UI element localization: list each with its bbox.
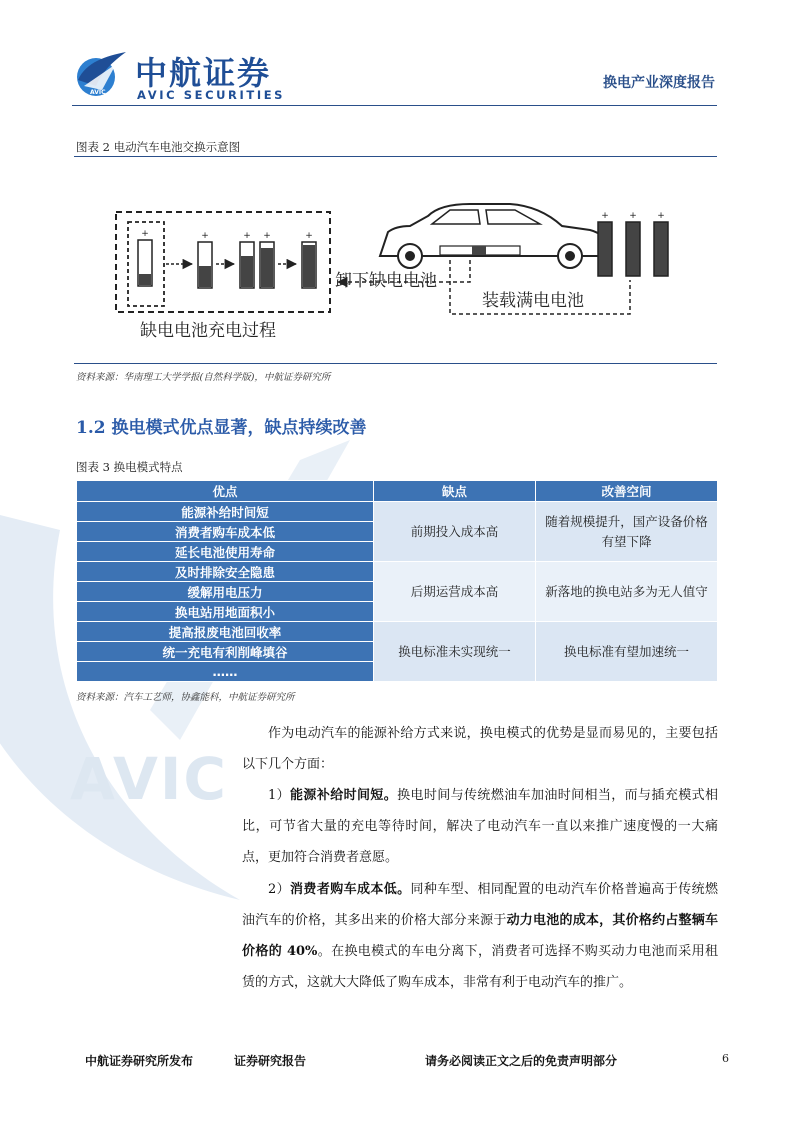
logo-badge-text: AVIC <box>90 89 106 96</box>
brand-name: 中航证券 <box>135 54 272 92</box>
advantage-cell: 消费者购车成本低 <box>77 522 374 542</box>
footer-publisher: 中航证券研究所发布 <box>85 1054 194 1068</box>
table-header-row <box>77 481 718 502</box>
point1-number: 1） <box>268 788 291 803</box>
point2-text-1: 同种车型、相同配置的电动汽车价格普遍高于传统燃油汽车的价格，其多出来的价格大部分来源于 <box>242 882 718 928</box>
disadvantage-cell: 换电标准未实现统一 <box>374 622 536 682</box>
point1-text: 换电时间与传统燃油车加油时间相当，而与插充模式相比，可节省大量的充电等待时间，解决了电动汽车一直以来推广速度慢的一大痛点，更加符合消费者意愿。 <box>242 788 718 865</box>
body-point1 <box>242 780 718 873</box>
improvement-cell: 新落地的换电站多为无人值守 <box>536 562 718 622</box>
body-intro: 作为电动汽车的能源补给方式来说，换电模式的优势是显而易见的，主要包括以下几个方面： <box>242 726 718 772</box>
advantage-cell: 及时排除安全隐患 <box>77 562 374 582</box>
advantage-cell: 统一充电有利削峰填谷 <box>77 642 374 662</box>
svg-text:+: + <box>201 231 209 241</box>
table-row <box>77 622 718 642</box>
col-header-improvement: 改善空间 <box>536 481 718 502</box>
svg-text:+: + <box>243 231 251 241</box>
label-load: 装载满电电池 <box>482 291 584 311</box>
col-header-advantages: 优点 <box>77 481 374 502</box>
avic-logo-icon <box>72 50 128 100</box>
footer-disclaimer: 请务必阅读正文之后的免责声明部分 <box>425 1054 618 1068</box>
point2-text-2: 。在换电模式的车电分离下，消费者可选择不购买动力电池而采用租赁的方式，这就大大降低了购车成本，非常有利于电动汽车的推广。 <box>242 944 718 990</box>
point2-title: 消费者购车成本低。 <box>290 882 411 897</box>
svg-text:+: + <box>657 211 665 221</box>
figure2-source: 资料来源：华南理工大学学报(自然科学版)，中航证券研究所 <box>76 372 331 383</box>
svg-text:+: + <box>629 211 637 221</box>
col-header-disadvantages: 缺点 <box>374 481 536 502</box>
point2-number: 2） <box>268 882 291 897</box>
brand-name-en: AVIC SECURITIES <box>137 88 286 102</box>
svg-text:+: + <box>601 211 609 221</box>
figure3-source: 资料来源：汽车工艺师，协鑫能科，中航证券研究所 <box>76 692 295 703</box>
point1-title: 能源补给时间短。 <box>290 788 398 803</box>
figure2-caption: 图表 2 电动汽车电池交换示意图 <box>76 140 241 154</box>
section-heading: 1.2 换电模式优点显著，缺点持续改善 <box>76 418 367 438</box>
advantage-cell: 能源补给时间短 <box>77 502 374 522</box>
advantage-cell: 提高报废电池回收率 <box>77 622 374 642</box>
figure2-bottom-rule <box>74 363 717 364</box>
features-table <box>76 480 718 682</box>
label-unload: 卸下缺电电池 <box>335 271 437 291</box>
report-title: 换电产业深度报告 <box>603 75 715 91</box>
label-charge-process: 缺电电池充电过程 <box>140 321 276 341</box>
disadvantage-cell: 后期运营成本高 <box>374 562 536 622</box>
footer-report-type: 证券研究报告 <box>234 1054 307 1068</box>
table-row <box>77 562 718 582</box>
table-row <box>77 502 718 522</box>
point2-bold: 动力电池的成本，其价格约占整辆车价格的 40% <box>242 913 718 959</box>
svg-text:+: + <box>305 231 313 241</box>
advantage-cell: 延长电池使用寿命 <box>77 542 374 562</box>
improvement-cell: 换电标准有望加速统一 <box>536 622 718 682</box>
advantage-cell: 缓解用电压力 <box>77 582 374 602</box>
plus-sign: + <box>141 229 149 239</box>
improvement-cell: 随着规模提升，国产设备价格有望下降 <box>536 502 718 562</box>
advantage-cell: 换电站用地面积小 <box>77 602 374 622</box>
body-point2 <box>242 874 718 998</box>
advantage-cell: …… <box>77 662 374 682</box>
figure2-top-rule <box>74 156 717 157</box>
svg-text:+: + <box>263 231 271 241</box>
header-divider <box>72 105 717 106</box>
figure3-caption: 图表 3 换电模式特点 <box>76 460 183 474</box>
page-number: 6 <box>722 1052 729 1065</box>
disadvantage-cell: 前期投入成本高 <box>374 502 536 562</box>
watermark-text: AVIC <box>70 745 228 813</box>
battery-swap-diagram <box>110 190 690 350</box>
